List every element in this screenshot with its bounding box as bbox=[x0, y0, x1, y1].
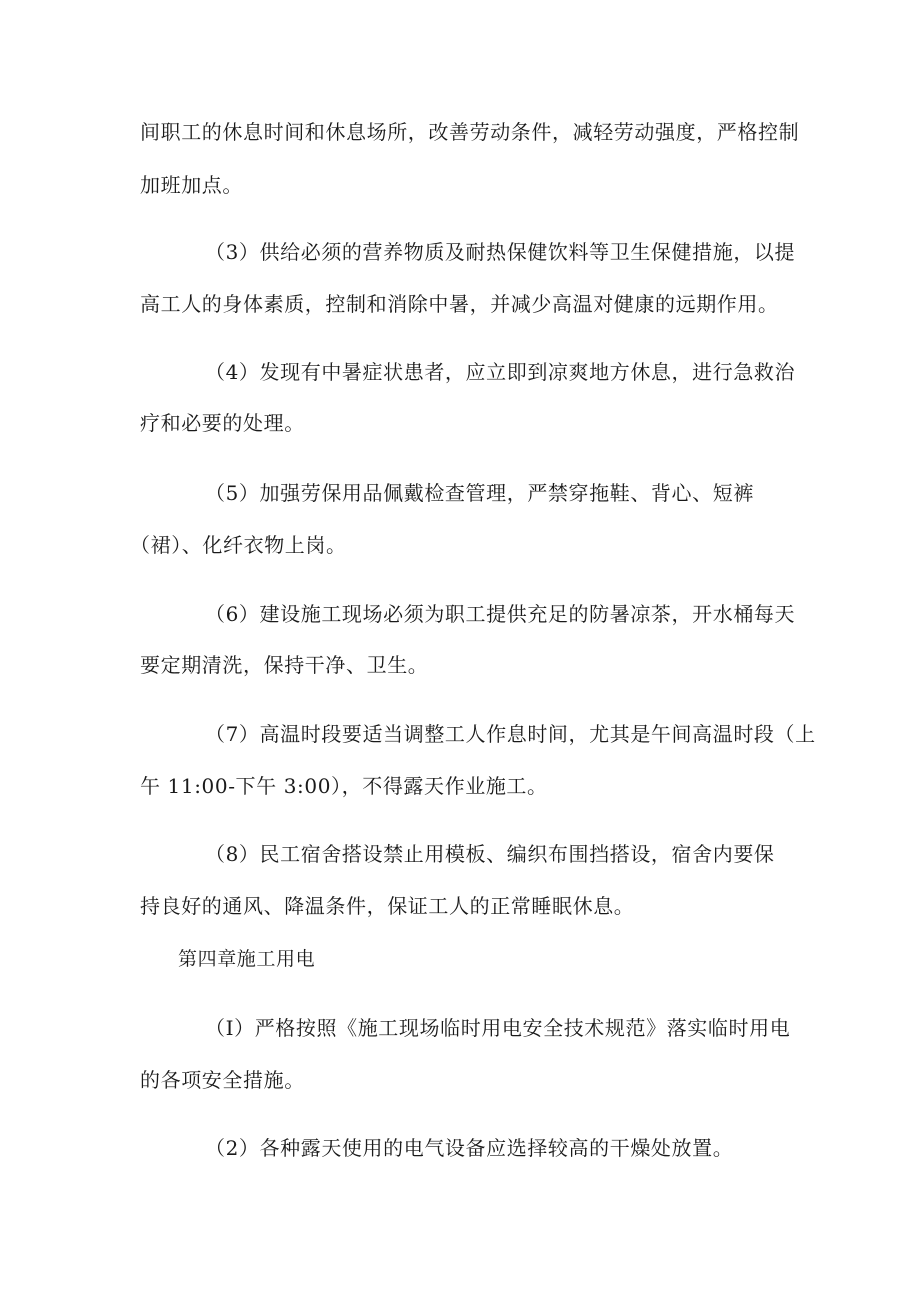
paragraph-line: （3）供给必须的营养物质及耐热保健饮料等卫生保健措施，以提 bbox=[205, 240, 796, 264]
paragraph-line: （4）发现有中暑症状患者，应立即到凉爽地方休息，进行急救治 bbox=[205, 360, 796, 384]
paragraph-line: （6）建设施工现场必须为职工提供充足的防暑凉茶，开水桶每天 bbox=[205, 602, 796, 626]
paragraph-line: （8）民工宿舍搭设禁止用模板、编织布围挡搭设，宿舍内要保 bbox=[205, 842, 775, 866]
paragraph-line: 持良好的通风、降温条件，保证工人的正常睡眠休息。 bbox=[140, 894, 635, 918]
paragraph-line: 高工人的身体素质，控制和消除中暑，并减少高温对健康的远期作用。 bbox=[140, 292, 779, 316]
paragraph-line: 疗和必要的处理。 bbox=[140, 411, 305, 435]
paragraph-line: （7）高温时段要适当调整工人作息时间，尤其是午间高温时段（上 bbox=[205, 722, 816, 746]
chapter-heading: 第四章施工用电 bbox=[178, 948, 316, 970]
paragraph-line: （2）各种露天使用的电气设备应选择较高的干燥处放置。 bbox=[205, 1136, 734, 1160]
paragraph-line: 的各项安全措施。 bbox=[140, 1068, 305, 1092]
paragraph-line: 加班加点。 bbox=[140, 173, 243, 197]
paragraph-line: （I）严格按照《施工现场临时用电安全技术规范》落实临时用电 bbox=[205, 1016, 791, 1040]
paragraph-line: 要定期清洗，保持干净、卫生。 bbox=[140, 653, 429, 677]
paragraph-line: （5）加强劳保用品佩戴检查管理，严禁穿拖鞋、背心、短裤 bbox=[205, 481, 754, 505]
paragraph-line: 间职工的休息时间和休息场所，改善劳动条件，减轻劳动强度，严格控制 bbox=[140, 120, 800, 144]
paragraph-line: （裙）、化纤衣物上岗。 bbox=[130, 533, 347, 557]
paragraph-line: 午 11:00-下午 3:00），不得露天作业施工。 bbox=[140, 774, 548, 798]
